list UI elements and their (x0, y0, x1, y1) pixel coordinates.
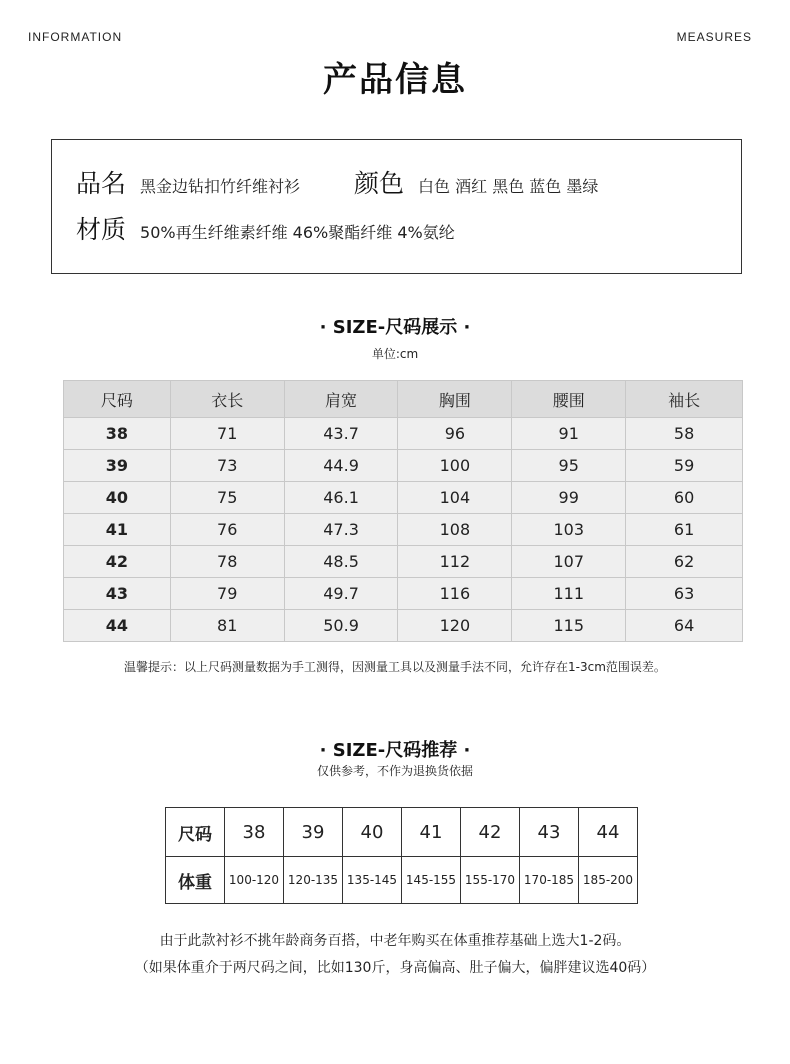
info-row-name-color (76, 164, 598, 200)
size-cell: 42 (64, 546, 171, 578)
header-cell: 尺码 (64, 381, 171, 418)
table-cell: 104 (398, 482, 512, 514)
rec-size-cell: 41 (402, 808, 461, 857)
table-cell: 48.5 (284, 546, 398, 578)
table-cell: 96 (398, 418, 512, 450)
table-cell: 99 (512, 482, 626, 514)
color-label: 颜色 (354, 169, 405, 198)
table-cell: 59 (626, 450, 743, 482)
table-row (64, 578, 743, 610)
color-value: 白色 酒红 黑色 蓝色 墨绿 (418, 177, 599, 196)
recommendation-size-row (166, 808, 638, 857)
size-chart-title: · SIZE-尺码展示 · (319, 317, 471, 338)
info-row-material (76, 210, 455, 246)
table-cell: 49.7 (284, 578, 398, 610)
size-cell: 41 (64, 514, 171, 546)
size-cell: 38 (64, 418, 171, 450)
weight-row-label: 体重 (166, 857, 225, 904)
table-cell: 120 (398, 610, 512, 642)
recommendation-table (165, 807, 638, 904)
page-title: 产品信息 (323, 60, 467, 100)
rec-size-cell: 40 (343, 808, 402, 857)
name-value: 黑金边钻扣竹纤维衬衫 (140, 177, 301, 196)
table-cell: 112 (398, 546, 512, 578)
header-cell: 肩宽 (284, 381, 398, 418)
table-cell: 81 (170, 610, 284, 642)
table-row (64, 450, 743, 482)
product-info-box (51, 139, 742, 274)
rec-weight-cell: 145-155 (402, 857, 461, 904)
rec-weight-cell: 185-200 (579, 857, 638, 904)
rec-weight-cell: 155-170 (461, 857, 520, 904)
material-value: 50%再生纤维素纤维 46%聚酯纤维 4%氨纶 (140, 223, 455, 242)
table-cell: 46.1 (284, 482, 398, 514)
table-cell: 100 (398, 450, 512, 482)
table-cell: 61 (626, 514, 743, 546)
name-label: 品名 (76, 169, 127, 198)
size-cell: 39 (64, 450, 171, 482)
recommendation-note-1: 由于此款衬衫不挑年龄商务百搭，中老年购买在体重推荐基础上选大1-2码。 (159, 933, 631, 949)
rec-size-cell: 43 (520, 808, 579, 857)
size-row-label: 尺码 (166, 808, 225, 857)
header-cell: 胸围 (398, 381, 512, 418)
table-cell: 44.9 (284, 450, 398, 482)
measurement-notice: 温馨提示：以上尺码测量数据为手工测得，因测量工具以及测量手法不同，允许存在1-3cm范围误差。 (124, 660, 666, 674)
table-cell: 64 (626, 610, 743, 642)
table-cell: 50.9 (284, 610, 398, 642)
rec-weight-cell: 100-120 (225, 857, 284, 904)
size-cell: 40 (64, 482, 171, 514)
recommendation-note-2: （如果体重介于两尺码之间，比如130斤，身高偏高、肚子偏大，偏胖建议选40码） (134, 960, 656, 976)
table-cell: 62 (626, 546, 743, 578)
rec-size-cell: 44 (579, 808, 638, 857)
table-row (64, 482, 743, 514)
table-cell: 115 (512, 610, 626, 642)
table-row (64, 514, 743, 546)
rec-size-cell: 39 (284, 808, 343, 857)
table-cell: 111 (512, 578, 626, 610)
size-chart-table (63, 380, 743, 642)
table-cell: 78 (170, 546, 284, 578)
table-cell: 103 (512, 514, 626, 546)
recommendation-title: · SIZE-尺码推荐 · (319, 740, 471, 761)
table-cell: 71 (170, 418, 284, 450)
table-cell: 76 (170, 514, 284, 546)
measures-label: MEASURES (676, 30, 752, 44)
rec-weight-cell: 170-185 (520, 857, 579, 904)
table-cell: 116 (398, 578, 512, 610)
table-cell: 107 (512, 546, 626, 578)
size-cell: 43 (64, 578, 171, 610)
table-cell: 60 (626, 482, 743, 514)
table-row (64, 546, 743, 578)
table-cell: 95 (512, 450, 626, 482)
table-cell: 47.3 (284, 514, 398, 546)
rec-weight-cell: 120-135 (284, 857, 343, 904)
rec-size-cell: 42 (461, 808, 520, 857)
table-cell: 79 (170, 578, 284, 610)
table-cell: 63 (626, 578, 743, 610)
information-label: INFORMATION (28, 30, 123, 44)
recommendation-subtitle: 仅供参考，不作为退换货依据 (316, 764, 473, 778)
size-chart-header-row (64, 381, 743, 418)
header-cell: 腰围 (512, 381, 626, 418)
table-cell: 73 (170, 450, 284, 482)
header-cell: 衣长 (170, 381, 284, 418)
table-cell: 75 (170, 482, 284, 514)
table-cell: 58 (626, 418, 743, 450)
table-cell: 43.7 (284, 418, 398, 450)
rec-weight-cell: 135-145 (343, 857, 402, 904)
table-cell: 108 (398, 514, 512, 546)
size-cell: 44 (64, 610, 171, 642)
rec-size-cell: 38 (225, 808, 284, 857)
table-row (64, 418, 743, 450)
table-row (64, 610, 743, 642)
table-cell: 91 (512, 418, 626, 450)
header-cell: 袖长 (626, 381, 743, 418)
size-chart-unit: 单位:cm (371, 347, 419, 361)
material-label: 材质 (76, 215, 127, 244)
recommendation-weight-row (166, 857, 638, 904)
